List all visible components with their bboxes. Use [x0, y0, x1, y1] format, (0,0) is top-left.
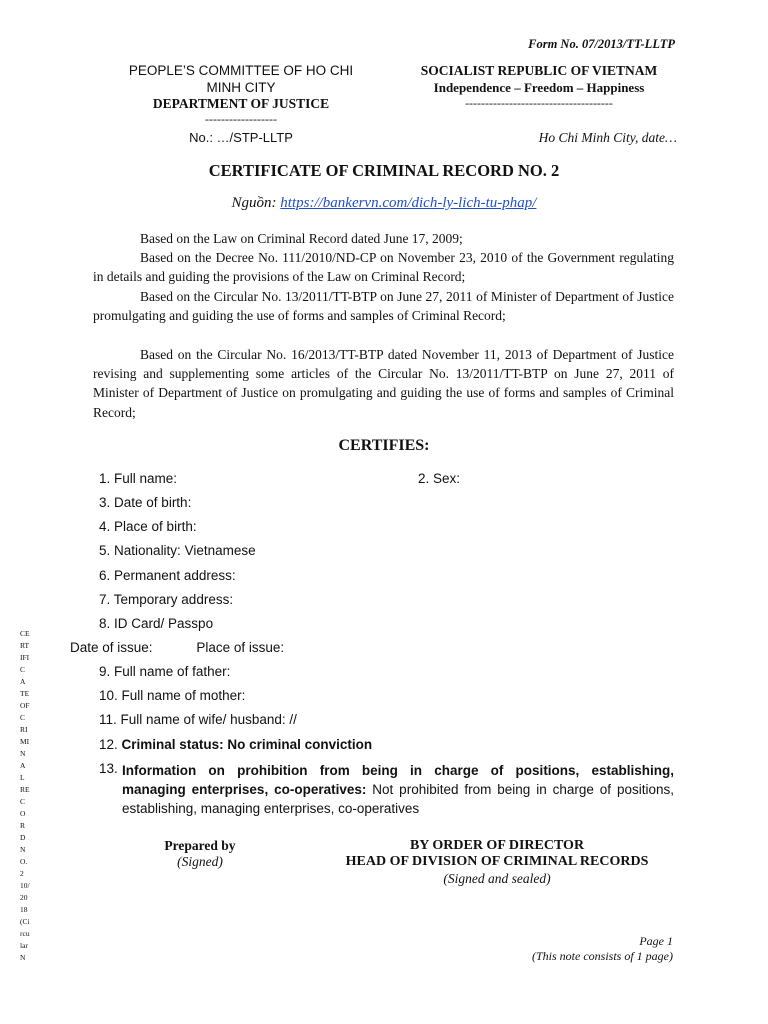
item-spouse-name [99, 712, 297, 728]
item-temporary-address [99, 592, 233, 608]
side-text-fragment: lar [20, 941, 28, 950]
item-label: Nationality: Vietnamese [114, 543, 256, 558]
page-count-note: (This note consists of 1 page) [532, 949, 673, 963]
item-number: 11. [99, 712, 117, 727]
item-label: Permanent address: [114, 568, 236, 583]
certifies-heading: CERTIFIES: [338, 437, 430, 454]
side-text-fragment: L [20, 773, 25, 782]
item-criminal-status [99, 737, 372, 753]
side-text-fragment: R [20, 821, 26, 830]
country-name: SOCIALIST REPUBLIC OF VIETNAM [420, 63, 658, 78]
side-text-fragment: N [20, 749, 26, 758]
left-divider: ------------------ [205, 112, 277, 126]
side-text-fragment: 10/ [20, 881, 30, 890]
prohibition-value: Not prohibited from being in charge of positions, [366, 782, 674, 797]
item-number: 3. [99, 495, 111, 510]
prepared-by-label: Prepared by [164, 838, 236, 853]
side-text-fragment: 18 [20, 905, 28, 914]
issuing-authority [100, 62, 382, 96]
item-label: Temporary address: [113, 592, 234, 607]
side-text-fragment: RI [20, 725, 28, 734]
item-label: Full name of mother: [121, 688, 246, 703]
prohibition-line-1: Information on prohibition from being in charge of positions, establishing, [122, 763, 674, 778]
prohibition-line-2 [122, 780, 674, 799]
item-number: 9. [99, 664, 111, 679]
source-label: Nguồn: [231, 195, 281, 211]
side-text-fragment: IFI [20, 653, 30, 662]
item-number: 13. [99, 761, 118, 776]
item-date-of-birth [99, 495, 191, 511]
item-label: Full name of father: [114, 664, 231, 679]
item-number: 2. [418, 471, 430, 486]
side-text-fragment: A [20, 761, 26, 770]
item-prohibition-number [99, 761, 118, 777]
authority-line-2: MINH CITY [206, 80, 276, 95]
item-place-of-birth [99, 519, 197, 535]
item-mother-name [99, 688, 245, 704]
item-number: 5. [99, 543, 111, 558]
item-label: Place of birth: [114, 519, 197, 534]
order-of-director: BY ORDER OF DIRECTOR [409, 838, 585, 853]
national-motto: Independence – Freedom – Happiness [433, 80, 645, 95]
item-label: Sex: [433, 471, 461, 486]
item-number: 7. [99, 592, 111, 607]
side-text-fragment: TE [20, 689, 30, 698]
form-number: Form No. 07/2013/TT-LLTP [528, 37, 675, 51]
item-full-name [99, 471, 177, 487]
head-of-division: HEAD OF DIVISION OF CRIMINAL RECORDS [345, 854, 649, 869]
basis-paragraph-3: Based on the Circular No. 13/2011/TT-BTP on June 27, 2011 of Minister of Department of Justice promulgating and guiding the use of forms and samples of Criminal Record; [93, 289, 674, 324]
item-number: 1. [99, 471, 111, 486]
side-text-fragment: C [20, 665, 26, 674]
item-number: 8. [99, 616, 111, 631]
page-number: Page 1 [639, 934, 673, 948]
side-text-fragment: C [20, 713, 26, 722]
side-text-fragment: O. [20, 857, 28, 866]
department-name: DEPARTMENT OF JUSTICE [152, 96, 330, 111]
side-text-fragment: CE [20, 629, 30, 638]
item-id-card [99, 616, 213, 632]
date-of-issue-label: Date of issue: [70, 640, 153, 655]
basis-paragraph-4: Based on the Circular No. 16/2013/TT-BTP dated November 11, 2013 of Department of Justice revising and supplementing some articles of the Circular No. 13/2011/TT-BTP on June 27, 2011 of Minister of Department of Justice on promulgating and guiding the use of forms and samples of Criminal Record; [93, 347, 674, 420]
authority-line-1: PEOPLE’S COMMITTEE OF HO CHI [128, 63, 354, 78]
source-link[interactable]: https://bankervn.com/dich-ly-lich-tu-phap/ [280, 195, 537, 211]
side-text-fragment: O [20, 809, 26, 818]
item-nationality [99, 543, 256, 559]
item-permanent-address [99, 568, 236, 584]
basis-paragraph-1: Based on the Law on Criminal Record dated June 17, 2009; [140, 231, 463, 246]
item-id-issue [70, 640, 284, 656]
prohibition-line-3: establishing, managing enterprises, co-operatives [122, 801, 420, 816]
place-and-date: Ho Chi Minh City, date… [538, 130, 677, 145]
item-label: Criminal status: No criminal conviction [121, 737, 373, 752]
item-number: 10. [99, 688, 118, 703]
place-of-issue-label: Place of issue: [196, 640, 285, 655]
document-title: CERTIFICATE OF CRIMINAL RECORD NO. 2 [208, 161, 560, 180]
item-father-name [99, 664, 230, 680]
side-text-fragment: D [20, 833, 26, 842]
side-text-fragment: OF [20, 701, 30, 710]
item-label: Full name: [114, 471, 178, 486]
side-text-fragment: MI [20, 737, 30, 746]
item-number: 12. [99, 737, 118, 752]
prepared-by-signature: (Signed) [177, 854, 223, 869]
side-text-fragment: N [20, 845, 26, 854]
side-text-fragment: N [20, 953, 26, 962]
document-number: No.: …/STP-LLTP [189, 130, 293, 145]
side-text-fragment: RE [20, 785, 30, 794]
item-sex [418, 471, 460, 487]
side-text-fragment: 20 [20, 893, 28, 902]
prohibition-heading: managing enterprises, co-operatives: [122, 782, 367, 797]
side-text-fragment: 2 [20, 869, 24, 878]
side-document-title [20, 628, 36, 964]
side-text-fragment: (Ci [20, 917, 30, 926]
item-label: Date of birth: [114, 495, 192, 510]
item-label: ID Card/ Passpo [114, 616, 214, 631]
side-text-fragment: rcu [20, 929, 30, 938]
source-line [0, 195, 768, 212]
side-text-fragment: A [20, 677, 26, 686]
basis-paragraph-2: Based on the Decree No. 111/2010/ND-CP on November 23, 2010 of the Government regulating in details and guiding the provisions of the Law on Criminal Record; [93, 250, 674, 285]
item-label: Full name of wife/ husband: // [120, 712, 297, 727]
head-signature: (Signed and sealed) [443, 871, 551, 886]
right-divider: ------------------------------------- [465, 96, 613, 110]
side-text-fragment: C [20, 797, 26, 806]
item-prohibition-text [122, 761, 674, 818]
item-number: 6. [99, 568, 111, 583]
side-text-fragment: RT [20, 641, 30, 650]
item-number: 4. [99, 519, 111, 534]
